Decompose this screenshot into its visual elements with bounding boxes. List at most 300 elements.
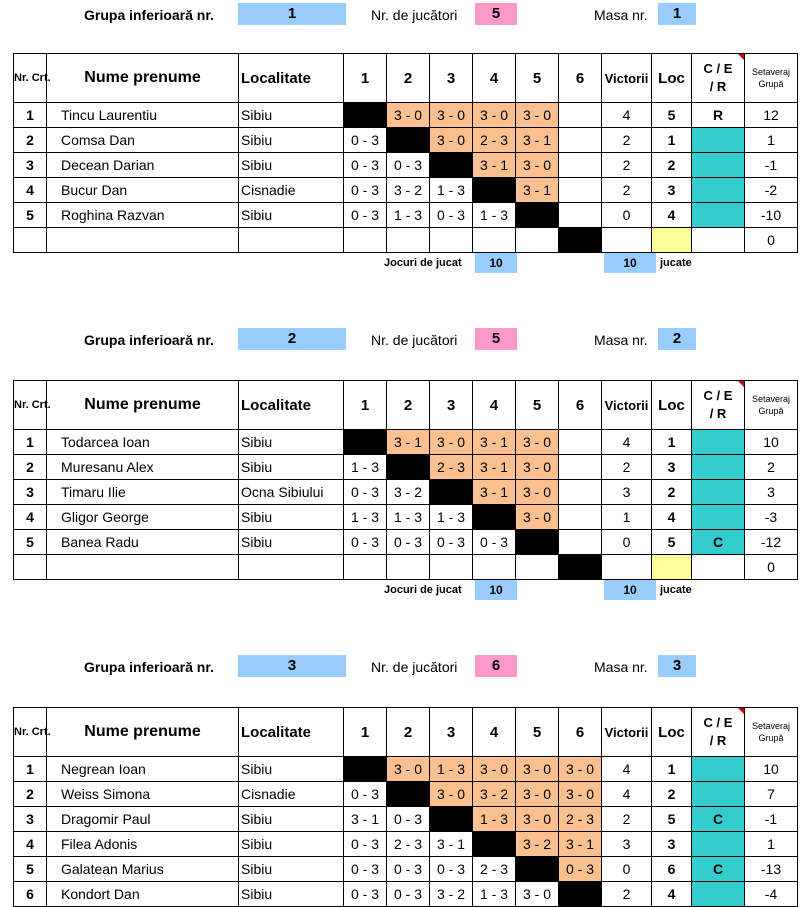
diagonal-cell [387,782,430,807]
score-cell: 0 - 3 [387,530,430,555]
place-cell: 5 [652,807,692,832]
col-header-name: Nume prenume [47,708,239,757]
group-2-table [13,380,798,580]
col-header-nr: Nr. Crt. [14,708,47,757]
player-row [14,153,798,178]
player-row [14,203,798,228]
row-number: 1 [14,103,47,128]
group-3-table [13,707,798,907]
player-row [14,807,798,832]
group-3-header [0,655,806,681]
place-cell: 2 [652,480,692,505]
col-header-set-average [745,381,798,430]
players-label: Nr. de jucători [371,332,458,348]
table-label: Masa nr. [594,332,648,348]
group-label: Grupa inferioară nr. [84,332,214,348]
score-cell: 3 - 0 [516,480,559,505]
player-name: Dragomir Paul [47,807,239,832]
diagonal-cell [473,178,516,203]
score-cell: 3 - 0 [559,782,602,807]
group-1-table [13,53,798,253]
score-cell: 0 - 3 [344,203,387,228]
score-cell: 0 - 3 [344,882,387,907]
col-header-victories: Victorii [602,54,652,103]
player-row [14,480,798,505]
group-number: 1 [238,3,346,25]
diagonal-cell [473,505,516,530]
score-cell: 3 - 0 [430,782,473,807]
player-locality [239,228,344,253]
score-cell: 1 - 3 [387,505,430,530]
score-cell: 2 - 3 [473,857,516,882]
score-cell: 2 - 3 [430,455,473,480]
score-cell: 3 - 0 [516,882,559,907]
player-locality: Sibiu [239,757,344,782]
diagonal-cell [559,228,602,253]
place-cell: 4 [652,882,692,907]
games-to-play-label: Jocuri de jucat [384,584,462,596]
player-name: Galatean Marius [47,857,239,882]
col-header-name: Nume prenume [47,381,239,430]
score-cell [559,480,602,505]
victories-cell: 4 [602,757,652,782]
victories-cell: 4 [602,430,652,455]
score-cell: 3 - 2 [473,782,516,807]
table-number: 3 [658,655,696,677]
row-number: 5 [14,203,47,228]
score-cell [559,128,602,153]
col-header-cer-label: C / E / R [703,388,733,421]
score-cell: 3 - 1 [387,430,430,455]
score-cell: 1 - 3 [344,505,387,530]
score-cell [559,153,602,178]
games-to-play-value: 10 [475,580,517,600]
place-cell: 3 [652,178,692,203]
player-locality: Sibiu [239,832,344,857]
place-cell: 6 [652,857,692,882]
player-name: Gligor George [47,505,239,530]
score-cell: 0 - 3 [344,857,387,882]
score-cell [559,178,602,203]
cer-cell [692,203,745,228]
victories-cell: 0 [602,857,652,882]
col-header-cer [692,54,745,103]
set-average-cell: 1 [745,832,798,857]
score-cell [430,228,473,253]
player-name [47,555,239,580]
score-cell: 3 - 0 [516,782,559,807]
set-average-cell: -10 [745,203,798,228]
score-cell: 1 - 3 [430,757,473,782]
player-name: Comsa Dan [47,128,239,153]
col-header-opponent: 4 [473,381,516,430]
score-cell [387,228,430,253]
victories-cell: 4 [602,103,652,128]
score-cell: 3 - 2 [430,882,473,907]
col-header-opponent: 6 [559,708,602,757]
score-cell: 3 - 2 [516,832,559,857]
col-header-opponent: 6 [559,381,602,430]
col-header-nr: Nr. Crt. [14,381,47,430]
set-average-cell: 1 [745,128,798,153]
row-number: 4 [14,505,47,530]
score-cell: 3 - 0 [516,430,559,455]
col-header-cer-label: C / E / R [703,61,733,94]
score-cell: 3 - 0 [516,757,559,782]
player-locality: Sibiu [239,505,344,530]
set-average-cell: 0 [745,555,798,580]
player-name: Timaru Ilie [47,480,239,505]
diagonal-cell [344,430,387,455]
score-cell: 3 - 0 [430,103,473,128]
set-average-cell: 10 [745,757,798,782]
player-name: Bucur Dan [47,178,239,203]
score-cell: 3 - 2 [387,178,430,203]
victories-cell [602,228,652,253]
player-locality: Sibiu [239,153,344,178]
place-cell: 4 [652,203,692,228]
group-2-header [0,328,806,354]
col-header-name: Nume prenume [47,54,239,103]
row-number: 1 [14,430,47,455]
score-cell: 2 - 3 [387,832,430,857]
place-cell: 1 [652,757,692,782]
player-locality: Cisnadie [239,178,344,203]
player-row [14,455,798,480]
set-average-cell: -1 [745,807,798,832]
score-cell: 3 - 1 [473,430,516,455]
col-header-set-average [745,708,798,757]
player-row [14,530,798,555]
set-average-cell: 2 [745,455,798,480]
cer-cell [692,430,745,455]
player-row [14,228,798,253]
player-row [14,178,798,203]
players-count: 5 [475,328,517,350]
set-average-cell: -1 [745,153,798,178]
score-cell [516,555,559,580]
score-cell: 3 - 1 [516,178,559,203]
score-cell: 3 - 0 [387,103,430,128]
score-cell: 0 - 3 [344,480,387,505]
col-header-cer-label: C / E / R [703,715,733,748]
diagonal-cell [430,807,473,832]
score-cell [473,228,516,253]
victories-cell: 2 [602,455,652,480]
diagonal-cell [344,103,387,128]
score-cell: 3 - 2 [387,480,430,505]
col-header-opponent: 4 [473,708,516,757]
table-label: Masa nr. [594,7,648,23]
row-number: 3 [14,807,47,832]
player-name: Roghina Razvan [47,203,239,228]
cer-cell [692,228,745,253]
cer-cell: C [692,807,745,832]
score-cell [516,228,559,253]
score-cell [559,530,602,555]
group-1-header [0,3,806,29]
cer-cell [692,153,745,178]
player-locality: Sibiu [239,103,344,128]
victories-cell: 2 [602,178,652,203]
score-cell: 1 - 3 [430,178,473,203]
victories-cell: 4 [602,782,652,807]
score-cell: 3 - 0 [559,757,602,782]
score-cell: 0 - 3 [344,128,387,153]
row-number: 4 [14,832,47,857]
score-cell: 3 - 0 [387,757,430,782]
player-name: Muresanu Alex [47,455,239,480]
place-cell: 2 [652,153,692,178]
player-name [47,228,239,253]
diagonal-cell [344,757,387,782]
col-header-opponent: 3 [430,708,473,757]
header-row [14,381,798,430]
player-name: Kondort Dan [47,882,239,907]
table-number: 1 [658,3,696,25]
played-label: jucate [660,584,692,596]
table-label: Masa nr. [594,659,648,675]
set-average-cell: -4 [745,882,798,907]
row-number: 3 [14,480,47,505]
col-header-victories: Victorii [602,381,652,430]
score-cell [387,555,430,580]
score-cell: 0 - 3 [344,782,387,807]
cer-cell [692,832,745,857]
diagonal-cell [430,153,473,178]
group-number: 2 [238,328,346,350]
col-header-opponent: 2 [387,381,430,430]
score-cell: 3 - 1 [516,128,559,153]
score-cell: 0 - 3 [387,807,430,832]
row-number: 2 [14,782,47,807]
score-cell: 3 - 0 [473,757,516,782]
players-label: Nr. de jucători [371,659,458,675]
victories-cell [602,555,652,580]
col-header-set-average-label: Setaveraj Grupă [751,721,791,743]
col-header-locality: Localitate [239,708,344,757]
cer-cell [692,455,745,480]
set-average-cell: 3 [745,480,798,505]
player-row [14,832,798,857]
score-cell: 3 - 1 [473,455,516,480]
set-average-cell: 10 [745,430,798,455]
score-cell [559,103,602,128]
score-cell: 1 - 3 [473,882,516,907]
score-cell: 1 - 3 [473,203,516,228]
score-cell: 0 - 3 [473,530,516,555]
col-header-opponent: 1 [344,708,387,757]
player-locality: Sibiu [239,128,344,153]
victories-cell: 2 [602,153,652,178]
place-cell: 5 [652,103,692,128]
score-cell: 3 - 0 [516,455,559,480]
score-cell: 2 - 3 [559,807,602,832]
col-header-opponent: 1 [344,54,387,103]
diagonal-cell [516,857,559,882]
score-cell: 3 - 0 [516,103,559,128]
cer-cell [692,882,745,907]
score-cell: 3 - 1 [559,832,602,857]
col-header-opponent: 6 [559,54,602,103]
row-number [14,555,47,580]
col-header-opponent: 3 [430,381,473,430]
col-header-place: Loc [652,381,692,430]
col-header-opponent: 4 [473,54,516,103]
player-row [14,757,798,782]
set-average-cell: -3 [745,505,798,530]
score-cell: 3 - 1 [473,153,516,178]
row-number: 2 [14,128,47,153]
diagonal-cell [430,480,473,505]
place-cell [652,228,692,253]
player-locality: Sibiu [239,857,344,882]
diagonal-cell [387,455,430,480]
col-header-cer [692,708,745,757]
player-row [14,555,798,580]
score-cell: 3 - 0 [430,430,473,455]
score-cell: 3 - 1 [430,832,473,857]
score-cell: 0 - 3 [387,882,430,907]
score-cell: 3 - 0 [430,128,473,153]
row-number: 5 [14,530,47,555]
col-header-cer [692,381,745,430]
row-number: 1 [14,757,47,782]
player-row [14,128,798,153]
col-header-opponent: 5 [516,54,559,103]
score-cell: 0 - 3 [344,178,387,203]
players-count: 6 [475,655,517,677]
player-name: Filea Adonis [47,832,239,857]
place-cell: 3 [652,455,692,480]
player-name: Negrean Ioan [47,757,239,782]
row-number: 5 [14,857,47,882]
victories-cell: 0 [602,203,652,228]
diagonal-cell [473,832,516,857]
score-cell: 0 - 3 [559,857,602,882]
row-number: 6 [14,882,47,907]
col-header-locality: Localitate [239,54,344,103]
player-locality: Cisnadie [239,782,344,807]
score-cell [559,455,602,480]
score-cell [559,505,602,530]
col-header-set-average-label: Setaveraj Grupă [751,67,791,89]
col-header-opponent: 5 [516,708,559,757]
col-header-opponent: 2 [387,54,430,103]
player-locality: Sibiu [239,455,344,480]
place-cell: 2 [652,782,692,807]
diagonal-cell [559,555,602,580]
set-average-cell: -2 [745,178,798,203]
place-cell: 1 [652,430,692,455]
col-header-place: Loc [652,708,692,757]
cer-cell: C [692,857,745,882]
player-name: Todarcea Ioan [47,430,239,455]
score-cell: 2 - 3 [473,128,516,153]
player-name: Decean Darian [47,153,239,178]
score-cell [344,555,387,580]
cer-cell [692,505,745,530]
player-row [14,505,798,530]
player-locality: Sibiu [239,530,344,555]
cer-cell [692,782,745,807]
score-cell: 1 - 3 [473,807,516,832]
player-name: Banea Radu [47,530,239,555]
player-row [14,857,798,882]
score-cell [473,555,516,580]
cer-cell [692,757,745,782]
cer-cell: C [692,530,745,555]
victories-cell: 1 [602,505,652,530]
score-cell: 3 - 1 [473,480,516,505]
cer-cell: R [692,103,745,128]
place-cell: 3 [652,832,692,857]
games-to-play-label: Jocuri de jucat [384,257,462,269]
score-cell: 0 - 3 [344,153,387,178]
diagonal-cell [559,882,602,907]
col-header-victories: Victorii [602,708,652,757]
score-cell: 3 - 0 [516,505,559,530]
player-row [14,103,798,128]
set-average-cell: -13 [745,857,798,882]
diagonal-cell [387,128,430,153]
player-name: Weiss Simona [47,782,239,807]
cer-cell [692,178,745,203]
col-header-set-average-label: Setaveraj Grupă [751,394,791,416]
played-label: jucate [660,257,692,269]
score-cell: 0 - 3 [387,857,430,882]
score-cell: 0 - 3 [344,530,387,555]
score-cell: 1 - 3 [344,455,387,480]
row-number: 3 [14,153,47,178]
header-row [14,708,798,757]
score-cell: 0 - 3 [430,530,473,555]
comment-indicator-icon [738,381,744,387]
victories-cell: 2 [602,807,652,832]
score-cell: 3 - 0 [473,103,516,128]
score-cell: 3 - 1 [344,807,387,832]
victories-cell: 2 [602,128,652,153]
diagonal-cell [516,530,559,555]
group-number: 3 [238,655,346,677]
table-number: 2 [658,328,696,350]
games-played-value: 10 [604,580,656,600]
victories-cell: 3 [602,832,652,857]
col-header-opponent: 3 [430,54,473,103]
victories-cell: 2 [602,882,652,907]
group-2-footer [0,580,806,600]
row-number [14,228,47,253]
victories-cell: 3 [602,480,652,505]
cer-cell [692,128,745,153]
score-cell [344,228,387,253]
games-played-value: 10 [604,253,656,273]
col-header-locality: Localitate [239,381,344,430]
player-name: Tincu Laurentiu [47,103,239,128]
place-cell: 4 [652,505,692,530]
score-cell [559,430,602,455]
comment-indicator-icon [738,708,744,714]
row-number: 2 [14,455,47,480]
score-cell [559,203,602,228]
score-cell: 1 - 3 [430,505,473,530]
player-row [14,782,798,807]
row-number: 4 [14,178,47,203]
player-locality: Sibiu [239,807,344,832]
group-label: Grupa inferioară nr. [84,7,214,23]
cer-cell [692,480,745,505]
players-label: Nr. de jucători [371,7,458,23]
